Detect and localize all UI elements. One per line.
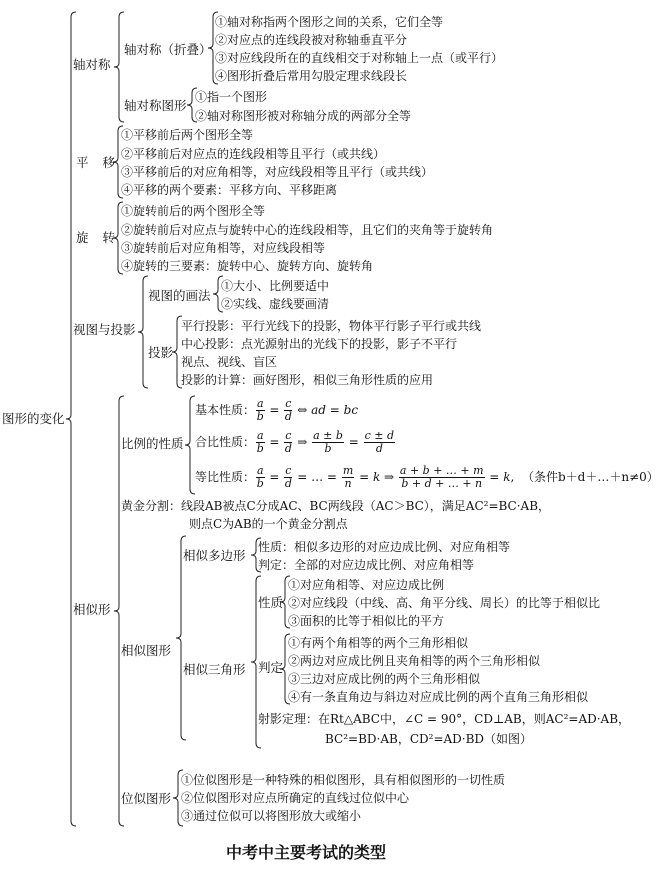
fraction: $\frac{a}{b}$ — [256, 429, 264, 455]
axial-figure-title: 轴对称图形 — [124, 98, 187, 113]
triangle-judge-label: 判定 — [258, 660, 284, 675]
axial-fold-item: ④图形折叠后常用勾股定理求线段长 — [215, 69, 408, 83]
views-title: 视图与投影 — [73, 322, 136, 337]
rotation-item: ④旋转的三要素：旋转中心、旋转方向、旋转角 — [121, 259, 374, 273]
rotation-title: 旋 转 — [76, 230, 115, 245]
ratio-sum-row: 合比性质： $\frac{a}{b}$ = $\frac{c}{d}$ ⇒ $\frac{a \pm b}{b}$ = $\frac{c \pm d}{d}$ — [195, 429, 395, 455]
polygon-title: 相似多边形 — [183, 548, 246, 563]
fraction: $\frac{a + b + \dots + m}{b + d + \dots + n}$ — [399, 464, 484, 490]
axial-fold-item: ②对应点的连线段被对称轴垂直平分 — [215, 33, 408, 47]
golden-line1: 黄金分割：线段AB被点C分成AC、BC两线段（AC＞BC），满足AC²=BC·AB， — [121, 499, 551, 513]
fraction: $\frac{a}{b}$ — [256, 397, 264, 423]
fraction: $\frac{a \pm b}{b}$ — [313, 429, 343, 455]
translation-item: ④平移的两个要素：平移方向、平移距离 — [121, 183, 338, 197]
fraction: $\frac{c}{d}$ — [284, 464, 292, 490]
triangle-title: 相似三角形 — [183, 662, 246, 677]
similar-brace — [114, 396, 124, 826]
homothety-item: ②位似图形对应点所确定的直线过位似中心 — [181, 791, 410, 805]
views-drawing-item: ②实线、虚线要画清 — [221, 297, 330, 311]
triangle-prop-item: ③面积的比等于相似比的平方 — [288, 614, 445, 628]
footer-title: 中考中主要考试的类型 — [226, 843, 387, 862]
ratio-sum-label: 合比性质： — [195, 435, 256, 449]
triangle-judge-item: ④有一条直角边与斜边对应成比例的两个直角三角形相似 — [288, 690, 589, 704]
golden-line2: 则点C为AB的一个黄金分割点 — [189, 517, 348, 531]
similar-figures-brace — [176, 536, 186, 740]
fraction: $\frac{c}{d}$ — [284, 397, 292, 423]
views-drawing-title: 视图的画法 — [148, 288, 211, 303]
translation-title: 平 移 — [76, 155, 115, 170]
views-projection-item: 投影的计算：画好图形，相似三角形性质的应用 — [181, 373, 434, 387]
views-projection-title: 投影 — [148, 345, 174, 360]
triangle-prop-item: ①对应角相等、对应边成比例 — [288, 578, 445, 592]
rotation-item: ①旋转前后的两个图形全等 — [121, 204, 266, 218]
ratio-condition: （条件b＋d＋…＋n≠0） — [522, 470, 659, 484]
triangle-judge-item: ②两边对应成比例且夹角相等的两个三角形相似 — [288, 654, 541, 668]
ratio-basic-row: 基本性质： $\frac{a}{b}$ = $\frac{c}{d}$ ⇔ ad = bc — [195, 397, 359, 423]
ratio-equal-row: 等比性质： $\frac{a}{b}$ = $\frac{c}{d}$ = … = $\frac{m}{n}$ = k ⇒ $\frac{a + b + \dots + m}{b + d + \dots + n}$ = k, （条件b＋d＋…＋n≠0） — [195, 464, 659, 490]
views-projection-item: 中心投影：点光源射出的光线下的投影，影子不平行 — [181, 337, 458, 351]
triangle-prop-item: ②对应线段（中线、高、角平分线、周长）的比等于相似比 — [288, 596, 601, 610]
fraction: $\frac{c}{d}$ — [284, 429, 292, 455]
fraction: $\frac{c \pm d}{d}$ — [364, 429, 395, 455]
views-projection-item: 视点、视线、盲区 — [181, 355, 278, 369]
axial-brace — [114, 12, 124, 122]
rotation-item: ②旋转前后对应点与旋转中心的连线段相等，且它们的夹角等于旋转角 — [121, 223, 494, 237]
ratio-basic-label: 基本性质： — [195, 403, 256, 417]
similar-figures-title: 相似图形 — [121, 643, 172, 658]
views-brace — [138, 276, 148, 388]
axial-fold-item: ③对应线段所在的直线相交于对称轴上一点（或平行） — [215, 51, 504, 65]
views-drawing-item: ①大小、比例要适中 — [221, 279, 330, 293]
axial-figure-item: ①指一个图形 — [195, 90, 268, 104]
root-label: 图形的变化 — [2, 411, 65, 426]
projective-line1: 射影定理：在Rt△ABC中，∠C = 90°，CD⊥AB，则AC²=AD·AB， — [258, 712, 631, 726]
views-projection-item: 平行投影：平行光线下的投影，物体平行影子平行或共线 — [181, 319, 482, 333]
triangle-judge-item: ③三边对应成比例的两个三角形相似 — [288, 672, 481, 686]
homothety-title: 位似图形 — [121, 791, 172, 806]
ratio-equal-label: 等比性质： — [195, 470, 256, 484]
ratio-brace — [185, 396, 195, 494]
triangle-prop-label: 性质 — [258, 595, 284, 610]
axial-fold-title: 轴对称（折叠） — [124, 42, 212, 57]
root-brace — [66, 12, 76, 826]
homothety-item: ③通过位似可以将图形放大或缩小 — [181, 809, 362, 823]
axial-title: 轴对称 — [73, 57, 111, 72]
similar-title: 相似形 — [73, 602, 111, 617]
triangle-judge-item: ①有两个角相等的两个三角形相似 — [288, 636, 469, 650]
axial-figure-item: ②轴对称图形被对称轴分成的两部分全等 — [195, 109, 412, 123]
polygon-item: 判定：全部的对应边成比例、对应角相等 — [258, 558, 475, 572]
rotation-item: ③旋转前后对应角相等，对应线段相等 — [121, 241, 326, 255]
fraction: $\frac{a}{b}$ — [256, 464, 264, 490]
translation-item: ②平移前后对应点的连线段相等且平行（或共线） — [121, 147, 386, 161]
fraction: $\frac{m}{n}$ — [342, 464, 354, 490]
translation-item: ③平移前后的对应角相等，对应线段相等且平行（或共线） — [121, 165, 434, 179]
translation-item: ①平移前后两个图形全等 — [121, 128, 254, 142]
homothety-item: ①位似图形是一种特殊的相似图形，具有相似图形的一切性质 — [181, 773, 506, 787]
axial-fold-item: ①轴对称指两个图形之间的关系，它们全等 — [215, 15, 444, 29]
projective-line2: BC²=BD·AB，CD²=AD·BD（如图） — [325, 732, 533, 746]
ratio-title: 比例的性质 — [121, 436, 184, 451]
polygon-item: 性质：相似多边形的对应边成比例、对应角相等 — [258, 540, 511, 554]
